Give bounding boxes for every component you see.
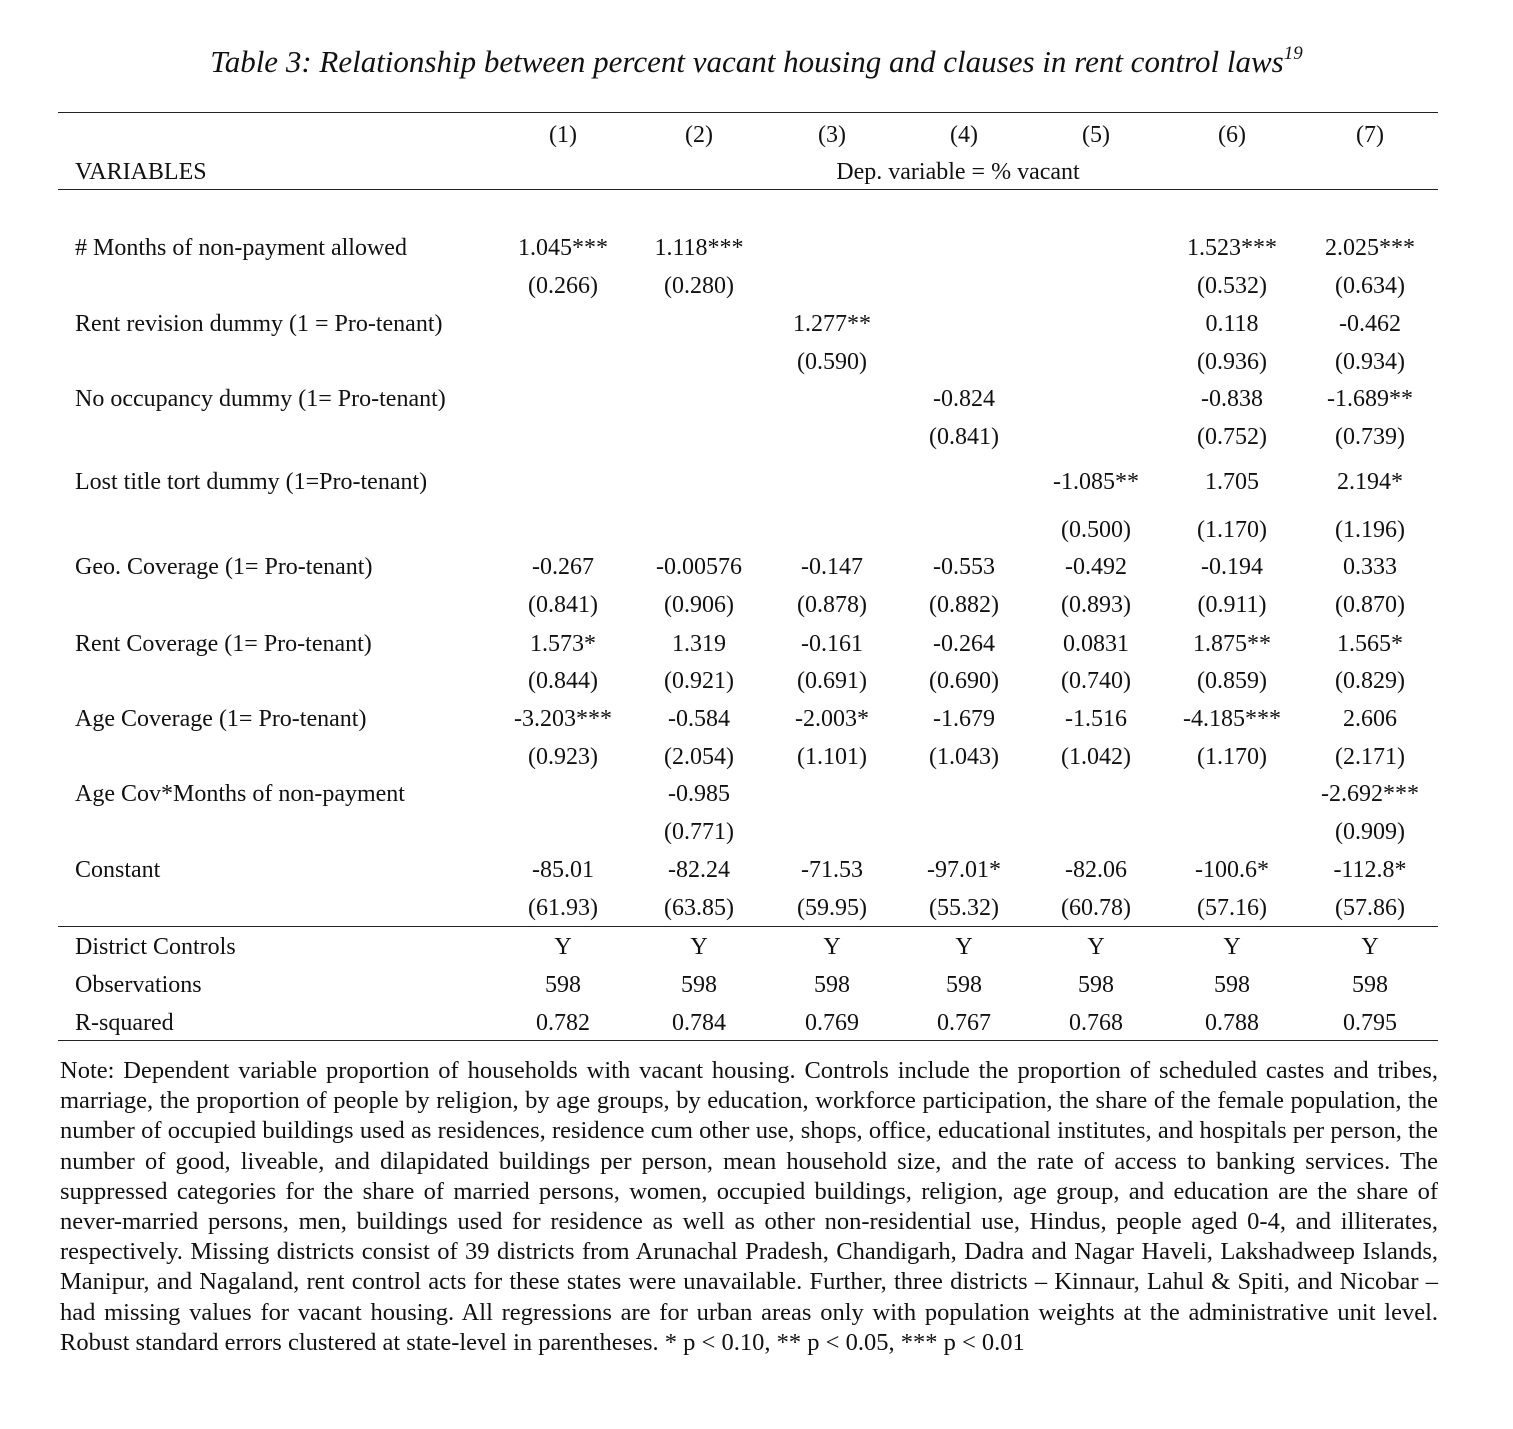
coefficient-row xyxy=(58,380,1438,418)
coefficient-cell: -85.01 xyxy=(532,857,594,883)
stat-cell: Y xyxy=(823,934,841,960)
variable-label: # Months of non-payment allowed xyxy=(75,235,407,261)
top-rule xyxy=(58,112,1438,113)
std-error-cell: (0.690) xyxy=(929,668,999,694)
variable-label: Constant xyxy=(75,857,161,883)
std-error-cell: (0.266) xyxy=(528,273,598,299)
std-error-cell: (59.95) xyxy=(797,895,867,921)
coefficient-cell: -82.06 xyxy=(1065,857,1127,883)
std-error-cell: (0.882) xyxy=(929,592,999,618)
std-error-row xyxy=(58,267,1438,305)
coefficient-cell: 1.565* xyxy=(1337,631,1403,657)
std-error-cell: (0.859) xyxy=(1197,668,1267,694)
stat-cell: 0.769 xyxy=(805,1010,859,1036)
std-error-cell: (0.829) xyxy=(1335,668,1405,694)
std-error-cell: (0.878) xyxy=(797,592,867,618)
coefficient-cell: -0.00576 xyxy=(656,554,742,580)
column-header: (6) xyxy=(1218,122,1246,148)
column-header: (2) xyxy=(685,122,713,148)
coefficient-cell: -0.462 xyxy=(1339,311,1401,337)
std-error-row xyxy=(58,889,1438,927)
table-title: Table 3: Relationship between percent vacant housing and clauses in rent control laws$^{19}$ xyxy=(210,42,1303,79)
coefficient-cell: 0.118 xyxy=(1205,311,1259,337)
std-error-row xyxy=(58,813,1438,851)
coefficient-cell: -1.516 xyxy=(1065,706,1127,732)
std-error-row xyxy=(58,343,1438,381)
stat-cell: 598 xyxy=(681,972,717,998)
std-error-cell: (0.500) xyxy=(1061,517,1131,543)
coefficient-cell: -112.8* xyxy=(1333,857,1407,883)
coefficient-cell: 1.277** xyxy=(793,311,871,337)
coefficient-cell: -0.492 xyxy=(1065,554,1127,580)
variable-label: Lost title tort dummy (1=Pro-tenant) xyxy=(75,469,428,495)
coefficient-row xyxy=(58,548,1438,586)
std-error-cell: (2.054) xyxy=(664,744,734,770)
std-error-cell: (57.86) xyxy=(1335,895,1405,921)
std-error-row xyxy=(58,418,1438,456)
coefficient-cell: 1.118*** xyxy=(654,235,744,261)
stat-cell: Y xyxy=(1087,934,1105,960)
variable-label: Age Coverage (1= Pro-tenant) xyxy=(75,706,367,732)
coefficient-row xyxy=(58,775,1438,813)
variables-header-row xyxy=(58,153,1438,191)
stat-cell: 0.768 xyxy=(1069,1010,1123,1036)
std-error-row xyxy=(58,662,1438,700)
coefficient-cell: -3.203*** xyxy=(514,706,612,732)
coefficient-cell: -0.838 xyxy=(1201,386,1263,412)
coefficient-cell: -0.264 xyxy=(933,631,995,657)
column-header: (4) xyxy=(950,122,978,148)
variables-label: VARIABLES xyxy=(75,159,207,185)
std-error-row xyxy=(58,511,1438,549)
column-header: (7) xyxy=(1356,122,1384,148)
coefficient-cell: -2.692*** xyxy=(1321,781,1419,807)
coefficient-cell: 2.606 xyxy=(1343,706,1397,732)
variable-label: Age Cov*Months of non-payment xyxy=(75,781,405,807)
std-error-cell: (0.870) xyxy=(1335,592,1405,618)
variable-label: Rent revision dummy (1 = Pro-tenant) xyxy=(75,311,443,337)
coefficient-cell: 1.573* xyxy=(530,631,596,657)
coefficient-cell: -71.53 xyxy=(801,857,863,883)
stat-cell: 598 xyxy=(1352,972,1388,998)
coefficient-row xyxy=(58,700,1438,738)
stat-cell: 0.767 xyxy=(937,1010,991,1036)
std-error-cell: (1.042) xyxy=(1061,744,1131,770)
stat-cell: 598 xyxy=(545,972,581,998)
header-rule xyxy=(58,189,1438,190)
std-error-row xyxy=(58,738,1438,776)
bottom-rule xyxy=(58,1040,1438,1041)
coefficient-cell: 1.705 xyxy=(1205,469,1259,495)
variable-label: Rent Coverage (1= Pro-tenant) xyxy=(75,631,372,657)
coefficient-cell: -1.689** xyxy=(1327,386,1413,412)
stat-cell: Y xyxy=(1223,934,1241,960)
coefficient-cell: 1.523*** xyxy=(1187,235,1277,261)
footnote-marker: 19 xyxy=(1283,42,1303,64)
column-header: (1) xyxy=(549,122,577,148)
std-error-cell: (0.841) xyxy=(929,424,999,450)
std-error-cell: (0.909) xyxy=(1335,819,1405,845)
std-error-cell: (0.532) xyxy=(1197,273,1267,299)
coefficient-cell: -97.01* xyxy=(927,857,1001,883)
coefficient-cell: 2.194* xyxy=(1337,469,1403,495)
std-error-cell: (0.844) xyxy=(528,668,598,694)
std-error-cell: (61.93) xyxy=(528,895,598,921)
coefficient-cell: -4.185*** xyxy=(1183,706,1281,732)
coefficient-cell: -0.985 xyxy=(668,781,730,807)
std-error-cell: (0.740) xyxy=(1061,668,1131,694)
stat-label: District Controls xyxy=(75,934,236,960)
column-numbers-row xyxy=(58,116,1438,154)
coefficient-row xyxy=(58,229,1438,267)
stat-cell: Y xyxy=(690,934,708,960)
stats-rule xyxy=(58,926,1438,927)
std-error-cell: (0.691) xyxy=(797,668,867,694)
stat-cell: 598 xyxy=(1078,972,1114,998)
stat-cell: Y xyxy=(955,934,973,960)
coefficient-cell: 1.319 xyxy=(672,631,726,657)
coefficient-cell: -0.553 xyxy=(933,554,995,580)
coefficient-row xyxy=(58,305,1438,343)
std-error-cell: (0.771) xyxy=(664,819,734,845)
std-error-cell: (0.841) xyxy=(528,592,598,618)
coefficient-cell: -2.003* xyxy=(795,706,869,732)
column-header: (3) xyxy=(818,122,846,148)
coefficient-cell: -0.267 xyxy=(532,554,594,580)
std-error-cell: (1.170) xyxy=(1197,517,1267,543)
coefficient-cell: -0.194 xyxy=(1201,554,1263,580)
coefficient-row xyxy=(58,463,1438,501)
std-error-cell: (2.171) xyxy=(1335,744,1405,770)
std-error-cell: (0.280) xyxy=(664,273,734,299)
stat-cell: 0.788 xyxy=(1205,1010,1259,1036)
dep-var-label: Dep. variable = % vacant xyxy=(836,159,1080,185)
std-error-cell: (0.921) xyxy=(664,668,734,694)
stat-cell: 598 xyxy=(946,972,982,998)
stat-cell: 0.784 xyxy=(672,1010,726,1036)
coefficient-cell: 2.025*** xyxy=(1325,235,1415,261)
std-error-cell: (0.590) xyxy=(797,349,867,375)
std-error-cell: (1.196) xyxy=(1335,517,1405,543)
std-error-cell: (63.85) xyxy=(664,895,734,921)
stats-row xyxy=(58,966,1438,1004)
coefficient-cell: 1.875** xyxy=(1193,631,1271,657)
stat-label: Observations xyxy=(75,972,202,998)
table-note: Note: Dependent variable proportion of households with vacant housing. Controls include the proportion of scheduled castes and tribes, marriage, the proportion of people by religion, by age groups, by education, workforce participation, the share of the female population, the number of occupied buildings used as residences, residence cum other use, shops, office, educational institutes, and hospitals per person, the number of good, liveable, and dilapidated buildings per person, mean household size, and the rate of access to banking services. The suppressed categories for the share of married persons, women, occupied buildings, religion, age group, and education are the share of never-married persons, men, buildings used for residence as well as other non-residential use, Hindus, people aged 0-4, and illiterates, respectively. Missing districts consist of 39 districts from Arunachal Pradesh, Chandigarh, Dadra and Nagar Haveli, Lakshadweep Islands, Manipur, and Nagaland, rent control acts for these states were unavailable. Further, three districts – Kinnaur, Lahul & Spiti, and Nicobar – had missing values for vacant housing. All regressions are for urban areas only with population weights at the administrative unit level. Robust standard errors clustered at state-level in parentheses. * p < 0.10, ** p < 0.05, *** p < 0.01 xyxy=(60,1057,1438,1356)
std-error-cell: (1.101) xyxy=(797,744,867,770)
coefficient-cell: 1.045*** xyxy=(518,235,608,261)
coefficient-cell: -1.085** xyxy=(1053,469,1139,495)
coefficient-cell: 0.0831 xyxy=(1063,631,1129,657)
coefficient-cell: -0.161 xyxy=(801,631,863,657)
stat-cell: 598 xyxy=(1214,972,1250,998)
std-error-cell: (55.32) xyxy=(929,895,999,921)
stat-cell: Y xyxy=(554,934,572,960)
variable-label: Geo. Coverage (1= Pro-tenant) xyxy=(75,554,373,580)
column-header: (5) xyxy=(1082,122,1110,148)
stat-cell: 598 xyxy=(814,972,850,998)
stat-cell: 0.782 xyxy=(536,1010,590,1036)
stat-cell: Y xyxy=(1361,934,1379,960)
std-error-cell: (0.911) xyxy=(1197,592,1267,618)
std-error-cell: (1.043) xyxy=(929,744,999,770)
std-error-cell: (0.936) xyxy=(1197,349,1267,375)
std-error-cell: (0.934) xyxy=(1335,349,1405,375)
std-error-cell: (0.893) xyxy=(1061,592,1131,618)
std-error-cell: (0.739) xyxy=(1335,424,1405,450)
std-error-cell: (60.78) xyxy=(1061,895,1131,921)
coefficient-cell: -100.6* xyxy=(1195,857,1269,883)
coefficient-row xyxy=(58,851,1438,889)
std-error-cell: (0.752) xyxy=(1197,424,1267,450)
std-error-cell: (57.16) xyxy=(1197,895,1267,921)
coefficient-row xyxy=(58,625,1438,663)
coefficient-cell: -0.824 xyxy=(933,386,995,412)
coefficient-cell: 0.333 xyxy=(1343,554,1397,580)
stats-row xyxy=(58,1004,1438,1042)
std-error-cell: (0.906) xyxy=(664,592,734,618)
std-error-row xyxy=(58,586,1438,624)
stat-label: R-squared xyxy=(75,1010,174,1036)
stat-cell: 0.795 xyxy=(1343,1010,1397,1036)
std-error-cell: (1.170) xyxy=(1197,744,1267,770)
coefficient-cell: -0.584 xyxy=(668,706,730,732)
stats-row xyxy=(58,928,1438,966)
coefficient-cell: -1.679 xyxy=(933,706,995,732)
coefficient-cell: -0.147 xyxy=(801,554,863,580)
std-error-cell: (0.923) xyxy=(528,744,598,770)
std-error-cell: (0.634) xyxy=(1335,273,1405,299)
coefficient-cell: -82.24 xyxy=(668,857,730,883)
variable-label: No occupancy dummy (1= Pro-tenant) xyxy=(75,386,446,412)
